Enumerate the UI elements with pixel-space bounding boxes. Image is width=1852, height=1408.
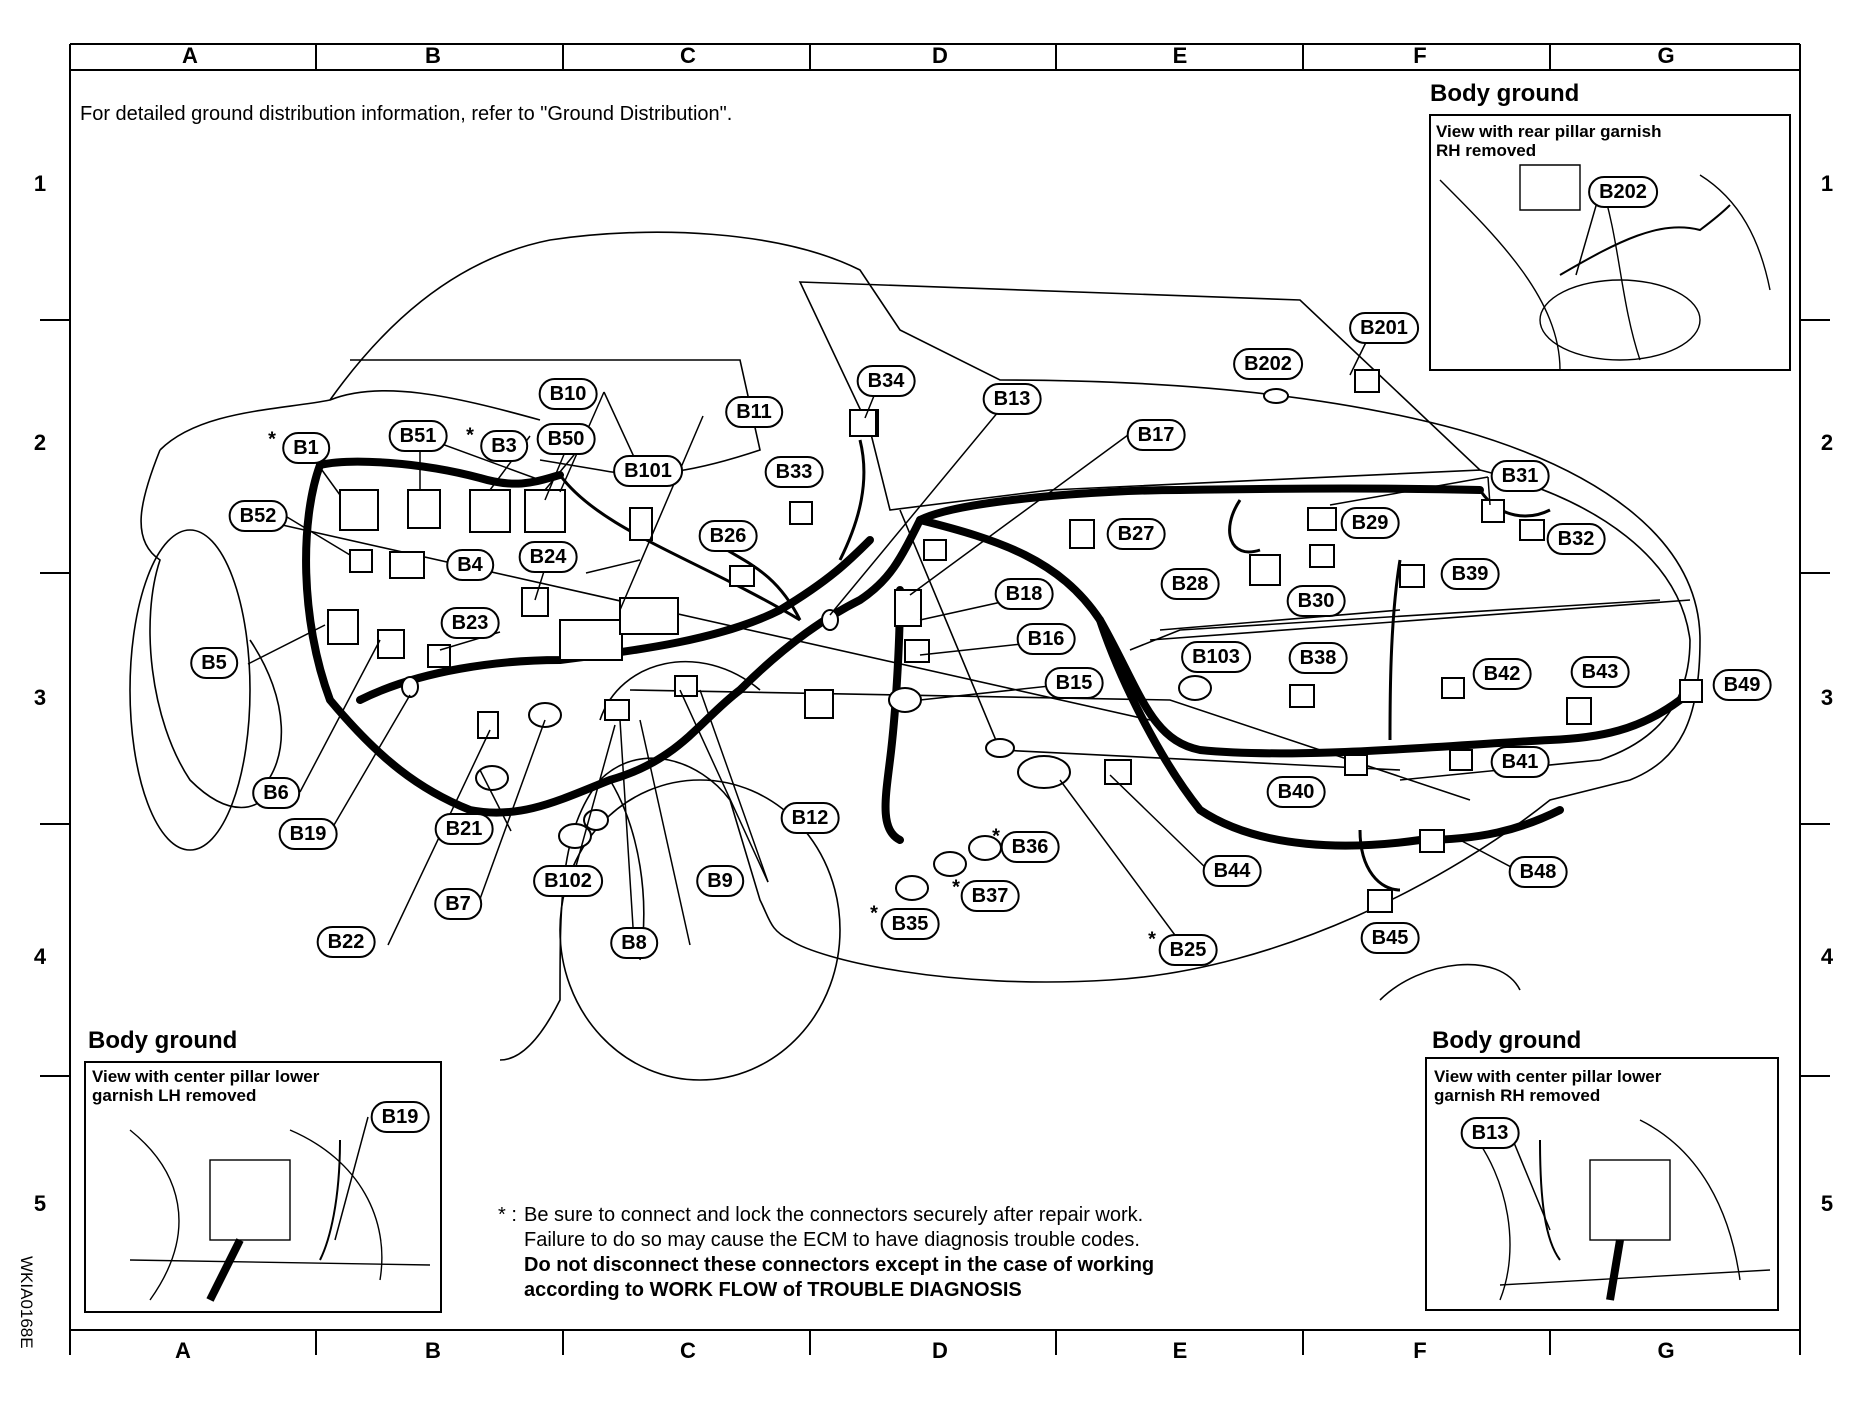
row-label-5-left: 5: [33, 1191, 47, 1216]
column-label-a-top: A: [182, 43, 198, 68]
footnote-line3: Do not disconnect these connectors except in the case of working: [524, 1254, 1155, 1276]
callout-b24: B24: [519, 541, 578, 573]
callout-b1: B1: [282, 432, 330, 464]
callout-b7: B7: [434, 888, 482, 920]
inset-bottom-right-title: Body ground: [1432, 1027, 1582, 1054]
callout-b3: B3: [480, 430, 528, 462]
callout-b9: B9: [696, 865, 744, 897]
callout-b51: B51: [389, 420, 448, 452]
column-label-g-bottom: G: [1657, 1338, 1675, 1363]
column-label-d-bottom: D: [932, 1338, 948, 1363]
callout-b52: B52: [229, 500, 288, 532]
column-label-c-top: C: [680, 43, 696, 68]
callout-b19: B19: [279, 818, 338, 850]
column-label-e-bottom: E: [1172, 1338, 1188, 1363]
row-label-4-left: 4: [33, 944, 47, 969]
callout-b30: B30: [1287, 585, 1346, 617]
callout-b18: B18: [995, 578, 1054, 610]
callout-b37: B37: [961, 880, 1020, 912]
callout-b38: B38: [1289, 642, 1348, 674]
inset-top-right-caption-line2: RH removed: [1436, 141, 1537, 160]
callout-b29: B29: [1341, 507, 1400, 539]
inset-callout-b202: B202: [1588, 176, 1658, 208]
inset-bottom-left-caption-line1: View with center pillar lower: [92, 1067, 320, 1086]
callout-b36: B36: [1001, 831, 1060, 863]
callout-b22: B22: [317, 926, 376, 958]
callout-b102: B102: [533, 865, 603, 897]
inset-callout-b19: B19: [371, 1101, 430, 1133]
callout-b31: B31: [1491, 460, 1550, 492]
callout-b40: B40: [1267, 776, 1326, 808]
asterisk-b35: *: [870, 902, 878, 925]
column-label-e-top: E: [1172, 43, 1188, 68]
callout-b34: B34: [857, 365, 916, 397]
ground-distribution-note: For detailed ground distribution information, refer to "Ground Distribution".: [80, 103, 733, 125]
callout-b13: B13: [983, 383, 1042, 415]
callout-b33: B33: [765, 456, 824, 488]
column-label-d-top: D: [932, 43, 948, 68]
asterisk-b37: *: [952, 876, 960, 899]
callout-b41: B41: [1491, 746, 1550, 778]
callout-b21: B21: [435, 813, 494, 845]
callout-b202: B202: [1233, 348, 1303, 380]
inset-bottom-left-caption-line2: garnish LH removed: [92, 1086, 257, 1105]
callout-b23: B23: [441, 607, 500, 639]
footnote-line1: Be sure to connect and lock the connectors securely after repair work.: [524, 1204, 1144, 1226]
callout-b39: B39: [1441, 558, 1500, 590]
row-label-1-left: 1: [33, 171, 47, 196]
callout-b10: B10: [539, 378, 598, 410]
asterisk-b36: *: [992, 825, 1000, 848]
callout-b25: B25: [1159, 934, 1218, 966]
column-label-b-bottom: B: [425, 1338, 441, 1363]
callout-b17: B17: [1127, 419, 1186, 451]
callout-b8: B8: [610, 927, 658, 959]
row-label-2-left: 2: [33, 430, 47, 455]
callout-b48: B48: [1509, 856, 1568, 888]
inset-bottom-right-caption-line2: garnish RH removed: [1434, 1086, 1601, 1105]
row-label-3-left: 3: [33, 685, 47, 710]
callout-b35: B35: [881, 908, 940, 940]
callout-b44: B44: [1203, 855, 1262, 887]
column-label-g-top: G: [1657, 43, 1675, 68]
callout-b42: B42: [1473, 658, 1532, 690]
callout-b101: B101: [613, 455, 683, 487]
row-label-3-right: 3: [1820, 685, 1834, 710]
callout-b5: B5: [190, 647, 238, 679]
callout-b32: B32: [1547, 523, 1606, 555]
column-label-f-top: F: [1413, 43, 1427, 68]
column-label-b-top: B: [425, 43, 441, 68]
footnote-line4: according to WORK FLOW of TROUBLE DIAGNOSIS: [524, 1279, 1022, 1301]
row-label-2-right: 2: [1820, 430, 1834, 455]
callout-b26: B26: [699, 520, 758, 552]
footnote-line2: Failure to do so may cause the ECM to have diagnosis trouble codes.: [524, 1229, 1140, 1251]
callout-b11: B11: [725, 396, 783, 428]
callout-b201: B201: [1349, 312, 1419, 344]
column-label-c-bottom: C: [680, 1338, 696, 1363]
inset-bottom-right-caption-line1: View with center pillar lower: [1434, 1067, 1662, 1086]
row-label-1-right: 1: [1820, 171, 1834, 196]
footnote-prefix: * :: [498, 1204, 517, 1226]
asterisk-b1: *: [268, 428, 276, 451]
callout-b45: B45: [1361, 922, 1420, 954]
column-label-a-bottom: A: [175, 1338, 191, 1363]
callout-b15: B15: [1045, 667, 1104, 699]
callout-b28: B28: [1161, 568, 1220, 600]
callout-b16: B16: [1017, 623, 1076, 655]
inset-top-right-title: Body ground: [1430, 80, 1580, 107]
callout-b103: B103: [1181, 641, 1251, 673]
inset-callout-b13: B13: [1461, 1117, 1520, 1149]
callout-b4: B4: [446, 549, 494, 581]
figure-id: WKIA0168E: [17, 1256, 36, 1349]
callout-b6: B6: [252, 777, 300, 809]
asterisk-b25: *: [1148, 928, 1156, 951]
column-label-f-bottom: F: [1413, 1338, 1427, 1363]
callout-b50: B50: [537, 423, 596, 455]
callout-b27: B27: [1107, 518, 1166, 550]
inset-bottom-left-title: Body ground: [88, 1027, 238, 1054]
callout-b43: B43: [1571, 656, 1630, 688]
callout-b49: B49: [1713, 669, 1772, 701]
asterisk-b3: *: [466, 424, 474, 447]
row-label-5-right: 5: [1820, 1191, 1834, 1216]
callout-b12: B12: [781, 802, 840, 834]
row-label-4-right: 4: [1820, 944, 1834, 969]
inset-top-right-caption-line1: View with rear pillar garnish: [1436, 122, 1662, 141]
